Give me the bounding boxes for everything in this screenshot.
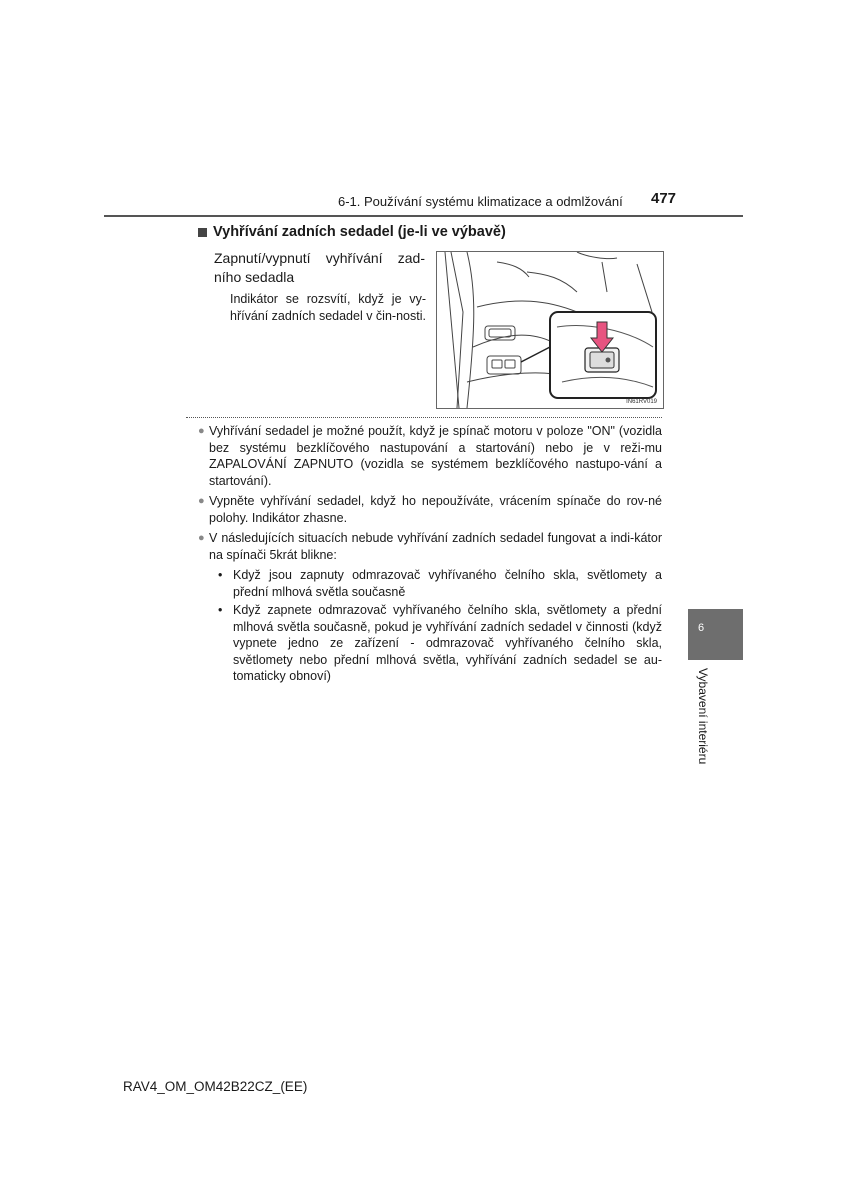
notes-list bbox=[198, 423, 662, 691]
square-bullet-icon bbox=[198, 228, 207, 237]
section-heading bbox=[198, 224, 506, 240]
note-text: Vyhřívání sedadel je možné použít, když je spínač motoru v poloze "ON" (vozidla bez systému bezklíčového nastupování a startování) nebo je v reži-mu ZAPALOVÁNÍ ZAPNUTO (vozidla se systémem bezklíčového nastupo-vání a startování). bbox=[209, 424, 662, 488]
circle-bullet-icon: ● bbox=[198, 425, 205, 437]
page-number: 477 bbox=[651, 190, 677, 207]
note-item bbox=[198, 493, 662, 526]
intro-text: Zapnutí/vypnutí vyhřívání zad-ního sedadla bbox=[214, 250, 425, 285]
figure-code: IN61RV019 bbox=[626, 399, 657, 405]
door-panel-drawing bbox=[437, 252, 663, 408]
sub-list bbox=[218, 567, 662, 685]
dot-bullet-icon: • bbox=[218, 603, 223, 617]
sub-list-item bbox=[218, 602, 662, 685]
section-heading-text: Vyhřívání zadních sedadel (je-li ve výbavě) bbox=[213, 224, 506, 240]
chapter-label: Vybavení interiéru bbox=[696, 668, 710, 765]
note-text: Vypněte vyhřívání sedadel, když ho nepoužíváte, vrácením spínače do rov-né polohy. Indikátor zhasne. bbox=[209, 494, 662, 525]
header-divider bbox=[104, 215, 743, 217]
note-body bbox=[209, 530, 662, 687]
header-section-title: 6-1. Používání systému klimatizace a odmlžování bbox=[338, 194, 623, 209]
footer-code: RAV4_OM_OM42B22CZ_(EE) bbox=[123, 1079, 308, 1094]
note-text: V následujících situacích nebude vyhřívání zadních sedadel fungovat a indi-kátor na spínači 5krát blikne: bbox=[209, 531, 662, 562]
chapter-tab bbox=[688, 609, 743, 660]
intro-subtext: Indikátor se rozsvítí, když je vy-hřívání zadních sedadel v čin-nosti. bbox=[230, 292, 426, 323]
sub-list-text: Když jsou zapnuty odmrazovač vyhřívaného čelního skla, světlomety a přední mlhová světla současně bbox=[233, 568, 662, 599]
circle-bullet-icon: ● bbox=[198, 495, 205, 507]
seat-heater-illustration bbox=[436, 251, 664, 409]
note-item bbox=[198, 530, 662, 687]
dot-bullet-icon: • bbox=[218, 568, 223, 582]
sub-list-item bbox=[218, 567, 662, 600]
circle-bullet-icon: ● bbox=[198, 532, 205, 544]
chapter-number: 6 bbox=[698, 622, 705, 634]
dotted-divider bbox=[186, 417, 662, 418]
sub-list-text: Když zapnete odmrazovač vyhřívaného čelního skla, světlomety a přední mlhová světla současně, pokud je vyhřívání zadních sedadel v činnosti (když vypnete jedno ze zařízení - odmrazovač vyhřívaného čelního skla, světlomety nebo přední mlhová světla, vyhřívání zadních sedadel se au-tomaticky obnoví) bbox=[233, 603, 662, 683]
note-item bbox=[198, 423, 662, 489]
